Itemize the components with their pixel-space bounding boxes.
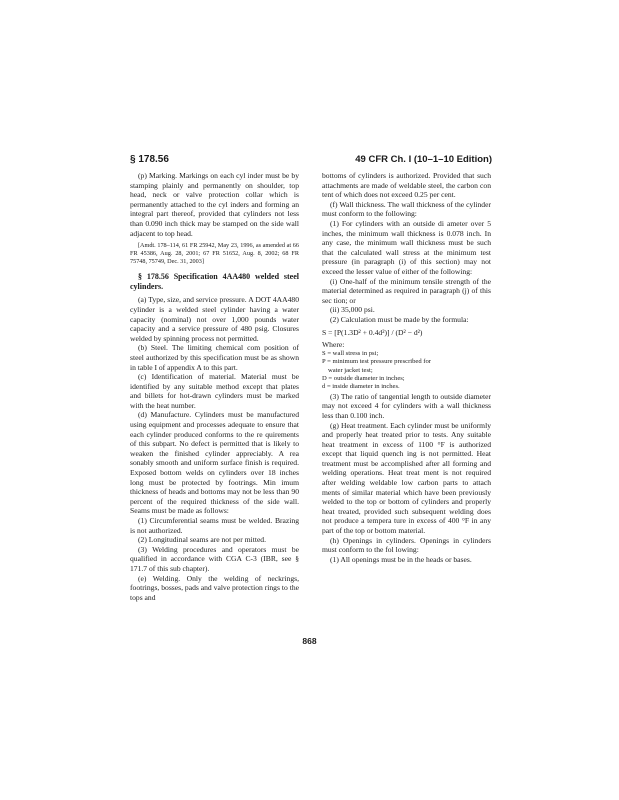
- amendment-citation: [Amdt. 178–114, 61 FR 25942, May 23, 1996, as amended at 66 FR 45386, Aug. 28, 2001; 67 FR 51652, Aug. 8, 2002; 68 FR 75748, 75749, Dec. 31, 2003]: [130, 242, 299, 266]
- title-header: 49 CFR Ch. I (10–1–10 Edition): [355, 154, 492, 165]
- paragraph-welding: (e) Welding. Only the welding of neckrings, footrings, bosses, pads and valve protection rings to the tops and: [130, 573, 299, 602]
- paragraph-marking: (p) Marking. Markings on each cyl inder must be by stamping plainly and permanently on shoulder, top head, neck or valve protection collar which is permanently attached to the cyl inders and forming an integral part thereof, provided that cylinders not less than 0.090 inch thick may be stamped on the side wall adjacent to top head.: [130, 171, 299, 238]
- paragraph-attachments: bottoms of cylinders is authorized. Provided that such attachments are made of weldable steel, the carbon con tent of which does not exceed 0.25 per cent.: [322, 171, 491, 200]
- definition-p-cont: water jacket test;: [328, 366, 373, 374]
- section-heading: § 178.56 Specification 4AA480 welded steel cylinders.: [130, 272, 299, 291]
- paragraph-welding-procedures: (3) Welding procedures and operators must be qualified in accordance with CGA C-3 (IBR, see § 171.7 of this sub chapter).: [130, 544, 299, 573]
- right-column: [322, 171, 491, 564]
- definition-d-outside: D = outside diameter in inches;: [322, 374, 405, 382]
- paragraph-type-size: (a) Type, size, and service pressure. A DOT 4AA480 cylinder is a welded steel cylinder having a water capacity (nominal) not over 1,000 pounds water capacity and a service pressure of 480 psig. Closures welded by spinning process not permitted.: [130, 295, 299, 343]
- paragraph-tensile: (i) One-half of the minimum tensile strength of the material determined as required in paragraph (j) of this sec tion; or: [322, 276, 491, 305]
- paragraph-identification: (c) Identification of material. Material must be identified by any suitable method except that plates and billets for hot-drawn cylinders must be marked with the heat number.: [130, 372, 299, 410]
- paragraph-openings-heads: (1) All openings must be in the heads or bases.: [330, 554, 472, 564]
- paragraph-circumferential: (1) Circumferential seams must be welded. Brazing is not authorized.: [130, 516, 299, 535]
- paragraph-heat-treatment: (g) Heat treatment. Each cylinder must be uniformly and properly heat treated prior to tests. Any suitable heat treatment in excess of 1100 °F is authorized except that liquid quench ing is not permitted. Heat treatment must be accomplished after all forming and welding operations. Heat treat ment is not required after welding weldable low carbon parts to attach ments of similar material which have been previously welded to the top or bottom of cylinders and properly heat treated, provided such subsequent welding does not produce a tempera ture in excess of 400 °F in any part of the top or bottom material.: [322, 420, 491, 536]
- page-number: 868: [302, 636, 317, 646]
- stress-formula: S = [P(1.3D² + 0.4d²)] / (D² − d²): [322, 327, 423, 337]
- paragraph-wall-thickness: (f) Wall thickness. The wall thickness of the cylinder must conform to the following:: [322, 199, 491, 219]
- paragraph-psi: (ii) 35,000 psi.: [330, 305, 375, 315]
- paragraph-outside-diameter: (1) For cylinders with an outside di ameter over 5 inches, the minimum wall thickness is 0.078 inch. In any case, the minimum wall thickness must be such that the calculated wall stress at the minimum test pressure (in paragraph (i) of this section) may not exceed the lesser value of either of the following:: [322, 218, 491, 276]
- paragraph-longitudinal: (2) Longitudinal seams are not per mitted.: [138, 535, 267, 545]
- paragraph-manufacture: (d) Manufacture. Cylinders must be manufactured using equipment and processes adequate to ensure that each cylinder produced conforms to the re quirements of this subpart. No defect is permitted that is likely to weaken the finished cylinder appreciably. A rea sonably smooth and uniform surface finish is required. Exposed bottom welds on cylinders over 18 inches long must be protected by footrings. Min imum thickness of heads and bottoms may not be less than 90 percent of the required thickness of the side wall. Seams must be made as follows:: [130, 410, 299, 516]
- where-label: Where:: [322, 340, 345, 350]
- paragraph-openings: (h) Openings in cylinders. Openings in cylinders must conform to the fol lowing:: [322, 535, 491, 555]
- left-column: [130, 171, 299, 602]
- section-header: § 178.56: [130, 154, 169, 165]
- paragraph-steel: (b) Steel. The limiting chemical com position of steel authorized by this specification must be as shown in table I of appendix A to this part.: [130, 343, 299, 372]
- definition-s: S = wall stress in psi;: [322, 349, 379, 357]
- paragraph-ratio: (3) The ratio of tangential length to outside diameter may not exceed 4 for cylinders with a wall thickness less than 0.100 inch.: [322, 391, 491, 420]
- definition-d-inside: d = inside diameter in inches.: [322, 383, 400, 391]
- definition-p: P = minimum test pressure prescribed for: [322, 358, 431, 366]
- paragraph-calculation: (2) Calculation must be made by the formula:: [330, 314, 469, 324]
